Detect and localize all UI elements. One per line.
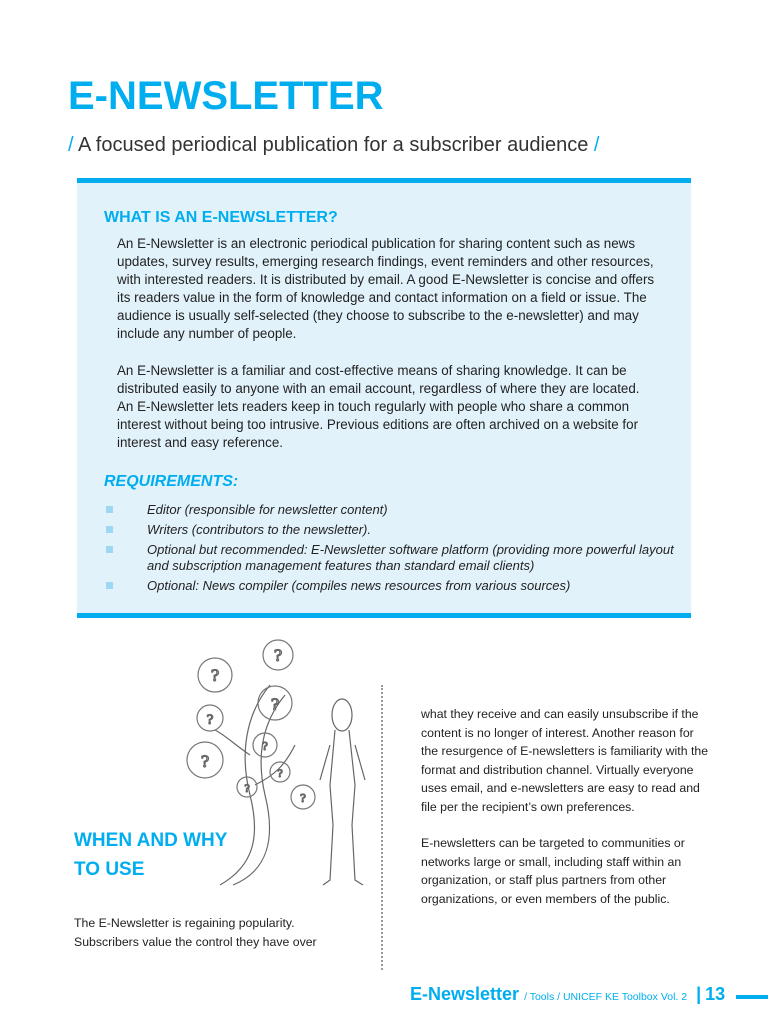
slash: / xyxy=(593,134,600,156)
heading-line: WHEN AND WHY xyxy=(74,830,228,851)
svg-text:?: ? xyxy=(244,784,250,795)
list-item xyxy=(104,578,684,594)
paragraph: what they receive and can easily unsubscribe if the content is no longer of interest. Another reason for the resurgence of E-newsletters is familiarity with the format and distribution channel. Virtually everyone uses email, and e-newsletters are easy to read and file per the recipient’s own preferences. xyxy=(421,707,709,814)
item-text: Writers (contributors to the newsletter). xyxy=(147,522,371,537)
page-title: E-NEWSLETTER xyxy=(68,74,384,118)
column-divider xyxy=(381,685,383,970)
item-text: Editor (responsible for newsletter content) xyxy=(147,502,388,517)
bullet-icon xyxy=(106,526,113,533)
what-is-paragraph: An E-Newsletter is an electronic periodical publication for sharing content such as news updates, survey results, emerging research findings, event reminders and other resources, with interested readers. It is distributed by email. A good E-Newsletter is concise and offers its readers value in the form of knowledge and contact information on a field or issue. The audience is usually self-selected (they choose to subscribe to the e-newsletter) and may include any number of people. xyxy=(117,236,655,341)
svg-text:?: ? xyxy=(206,713,214,728)
when-why-heading xyxy=(74,826,227,884)
right-column xyxy=(421,705,711,926)
list-item xyxy=(104,502,684,518)
svg-text:?: ? xyxy=(200,752,210,771)
left-column-text: The E-Newsletter is regaining popularity. Subscribers value the control they have over xyxy=(74,916,317,949)
svg-text:?: ? xyxy=(270,695,280,714)
item-text: Optional: News compiler (compiles news resources from various sources) xyxy=(147,578,571,593)
footer-path: / Tools / UNICEF KE Toolbox Vol. 2 xyxy=(524,991,688,1003)
what-is-heading: WHAT IS AN E-NEWSLETTER? xyxy=(104,209,338,226)
what-is-paragraph: An E-Newsletter is a familiar and cost-effective means of sharing knowledge. It can be distributed easily to anyone with an email account, regardless of where they are located. An E-Newsletter lets readers keep in touch regularly with people who share a common interest without being too intrusive. Previous editions are often archived on a website for interest and easy reference. xyxy=(117,363,640,450)
page-subtitle xyxy=(68,134,599,157)
bullet-icon xyxy=(106,546,113,553)
svg-text:?: ? xyxy=(300,792,306,805)
svg-text:?: ? xyxy=(262,740,268,753)
bullet-icon xyxy=(106,582,113,589)
requirements-heading: REQUIREMENTS: xyxy=(104,473,239,490)
list-item xyxy=(104,542,684,574)
slash: / xyxy=(68,134,74,156)
footer-accent-line xyxy=(736,995,768,999)
footer xyxy=(410,984,725,1005)
footer-separator: | xyxy=(696,984,702,1004)
svg-text:?: ? xyxy=(210,666,220,685)
requirements-list xyxy=(104,502,684,598)
paragraph: E-newsletters can be targeted to communities or networks large or small, including staff within an organization, or staff plus partners from other organizations, or even members of the public. xyxy=(421,836,685,906)
subtitle-text: A focused periodical publication for a subscriber audience xyxy=(78,134,589,156)
footer-section: E-Newsletter xyxy=(410,984,520,1004)
list-item xyxy=(104,522,684,538)
svg-text:?: ? xyxy=(273,646,283,665)
page-number: 13 xyxy=(705,984,726,1004)
item-text: Optional but recommended: E-Newsletter software platform (providing more powerful layout and subscription management features than standard email clients) xyxy=(147,542,674,573)
svg-text:?: ? xyxy=(277,769,283,780)
bullet-icon xyxy=(106,506,113,513)
heading-line: TO USE xyxy=(74,859,145,880)
